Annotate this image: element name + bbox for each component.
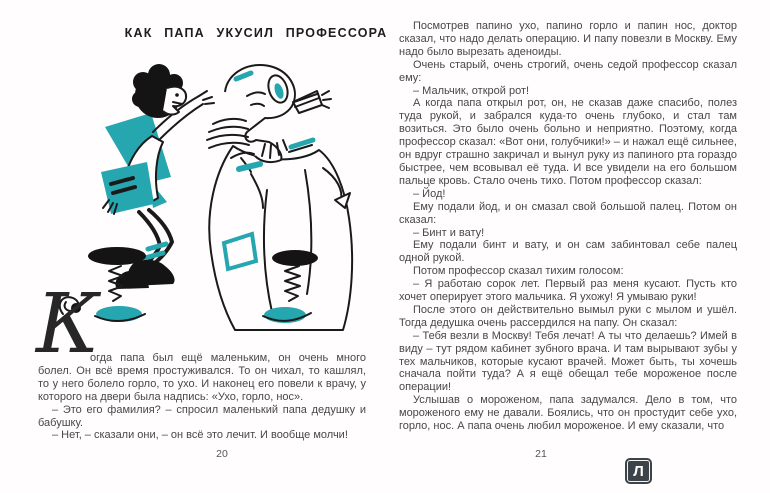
- paragraph: – Это его фамилия? – спросил маленький папа дедушку и бабушку.: [38, 403, 366, 429]
- chapter-title: КАК ПАПА УКУСИЛ ПРОФЕССОРА: [124, 25, 388, 41]
- paragraph: Услышав о мороженом, папа задумался. Дело в том, что мороженого ему не давали. Боялись, что он простудит себе ухо, горло, нос. А папа очень любил мороженое. И ему сказали, что: [399, 394, 737, 433]
- illustration-boy-and-professor: [55, 50, 370, 342]
- paragraph: Ему подали бинт и вату, и он сам забинтовал себе палец одной рукой.: [399, 239, 737, 265]
- paragraph: А когда папа открыл рот, он, не сказав даже спасибо, полез туда рукой, и забрался куда-то очень глубоко, и стал там возиться. Это было очень больно и неприятно. Поэтому, когда профессор сказал: «Вот они, голубчики!» – и нажал ещё сильнее, он вдруг страшно закричал и вынул руку из папиного рта гораздо быстрее, чем всовывал её туда. И все увидели на его большом пальце кровь. Стало очень тихо. Потом профессор сказал:: [399, 97, 737, 187]
- paragraph: Ему подали йод, и он смазал свой большой палец. Потом он сказал:: [399, 200, 737, 226]
- paragraph: Посмотрев папино ухо, папино горло и папин нос, доктор сказал, что надо делать операцию. И папу повезли в Москву. Ему надо было вырезать аденоиды.: [399, 20, 737, 58]
- paragraph: – Мальчик, открой рот!: [413, 84, 530, 97]
- paragraph: Потом профессор сказал тихим голосом:: [413, 265, 624, 278]
- labirint-logo-letter: Л: [633, 462, 644, 480]
- paragraph: – Бинт и вату!: [413, 226, 485, 239]
- left-page-text: [38, 352, 366, 442]
- paragraph: – Йод!: [413, 187, 446, 200]
- paragraph: – Тебя везли в Москву! Тебя лечат! А ты что делаешь? Имей в виду – тут рядом кабинет зубного врача. И там вырывают зубы у тех мальчиков, которые кусают врачей. Может быть, ты хочешь сначала пойти туда? А я ещё обещал тебе мороженое после операции!: [399, 329, 737, 394]
- paragraph: – Нет, – сказали они, – он всё это лечит. И вообще молчи!: [52, 429, 348, 442]
- right-page-text: [399, 20, 737, 433]
- dropcap-letter: К: [36, 277, 100, 372]
- labirint-logo: [625, 458, 652, 484]
- paragraph: После этого он действительно вымыл руки с мылом и ушёл. Тогда дедушка очень рассердился на папу. Он сказал:: [399, 303, 737, 329]
- page-number-right: 21: [535, 448, 547, 460]
- paragraph: Очень старый, очень строгий, очень седой профессор сказал ему:: [399, 58, 737, 84]
- paragraph: огда папа был ещё маленьким, он очень много болел. Он всё время простуживался. То он чихал, то кашлял, то у него болело горло, то ухо. И наконец его повели к врачу, у которого на двери была надпись: «Ухо, горло, нос».: [38, 352, 366, 403]
- page-number-left: 20: [216, 448, 228, 460]
- paragraph: – Я работаю сорок лет. Первый раз меня кусают. Пусть кто хочет оперирует этого мальчика. Я ухожу! Я умываю руки!: [399, 278, 737, 304]
